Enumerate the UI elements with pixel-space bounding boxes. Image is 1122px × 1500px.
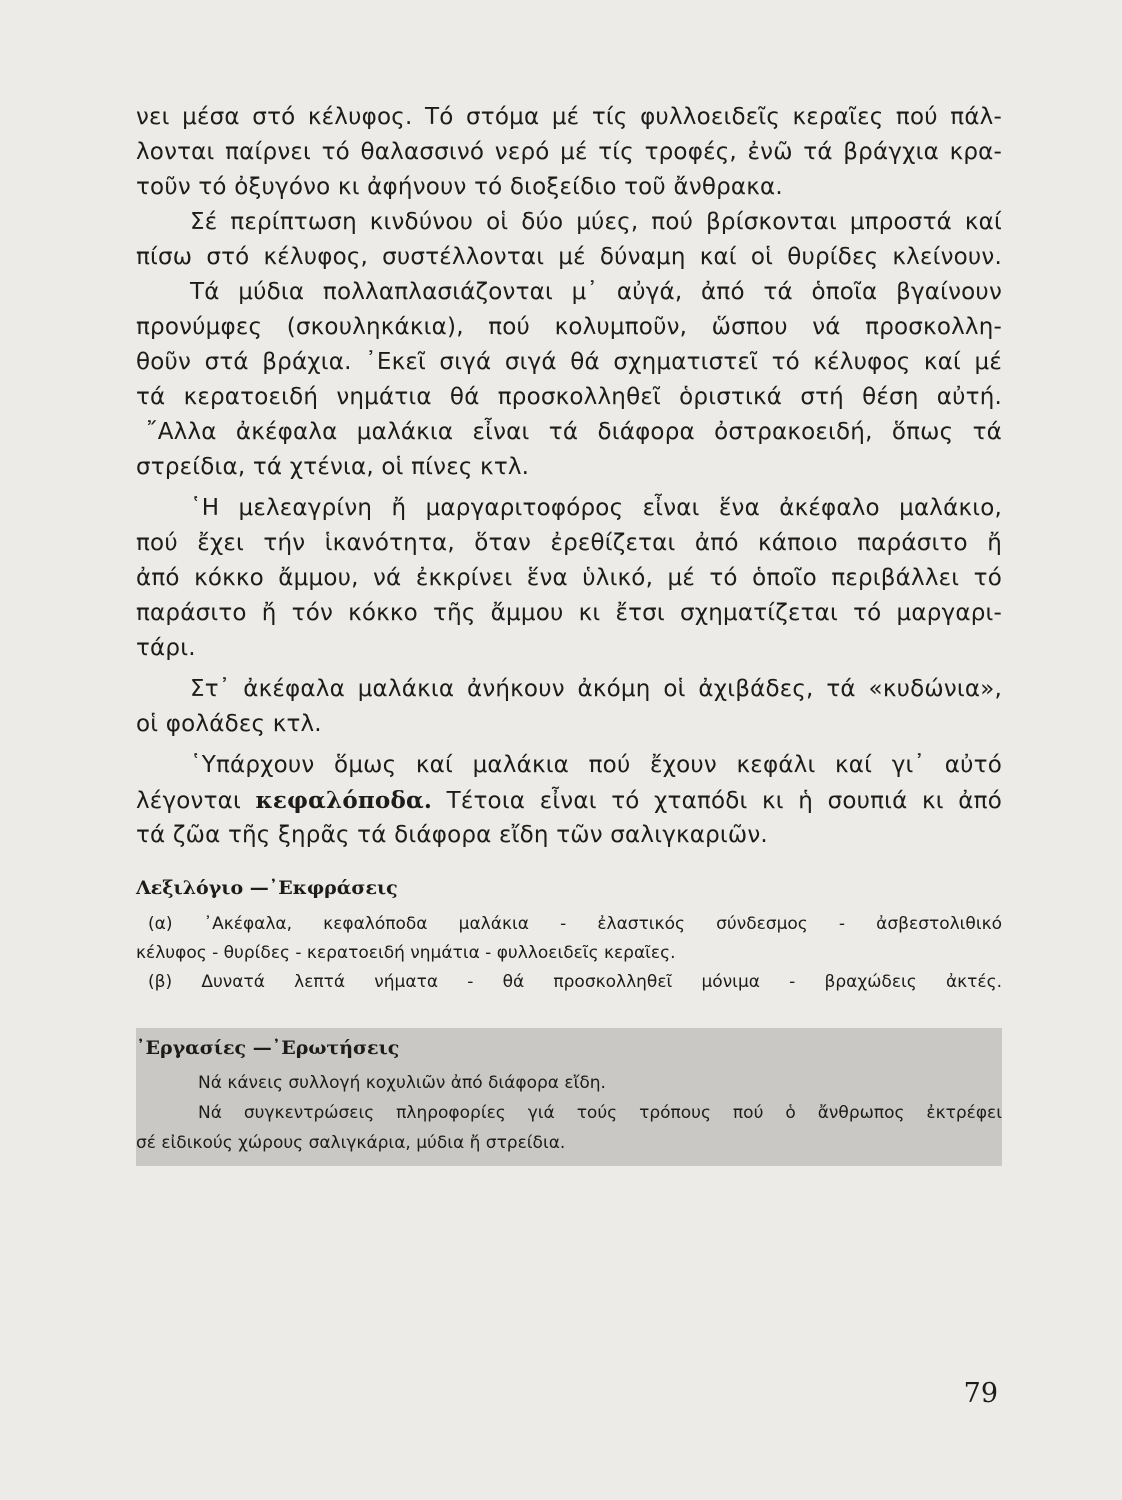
text-line: οἱ φολάδες κτλ.	[136, 711, 322, 737]
text-line: πίσω στό κέλυφος, συστέλλονται μέ δύναμη καί οἱ θυρίδες κλείνουν.	[136, 244, 1002, 270]
vocabulary-heading: Λεξιλόγιο —᾿Εκφράσεις	[136, 877, 398, 899]
text-line: Σέ περίπτωση κινδύνου οἱ δύο μύες, πού βρίσκονται μπροστά καί	[190, 209, 1002, 235]
text-line: ἀπό κόκκο ἄμμου, νά ἐκκρίνει ἕνα ὑλικό, μέ τό ὁποῖο περιβάλλει τό	[136, 565, 1002, 591]
task-item: Νά συγκεντρώσεις πληροφορίες γιά τούς τρόπους πού ὁ ἄνθρωπος ἐκτρέφει	[198, 1103, 1002, 1123]
tasks-heading: ᾿Εργασίες —᾿Ερωτήσεις	[136, 1037, 400, 1059]
text-line: παράσιτο ἤ τόν κόκκο τῆς ἄμμου κι ἔτσι σχηματίζεται τό μαργαρι-	[136, 600, 1002, 626]
text-line: τά ζῶα τῆς ξηρᾶς τά διάφορα εἴδη τῶν σαλιγκαριῶν.	[136, 822, 768, 848]
text-line: Τά μύδια πολλαπλασιάζονται μ᾿ αὐγά, ἀπό τά ὁποῖα βγαίνουν	[190, 279, 1002, 305]
vocabulary-line: (α) ᾿Ακέφαλα, κεφαλόποδα μαλάκια - ἐλαστικός σύνδεσμος - ἀσβεστολιθικό	[148, 914, 1002, 934]
text-line: τάρι.	[136, 635, 196, 661]
vocabulary-line: κέλυφος - θυρίδες - κερατοειδή νημάτια - φυλλοειδεῖς κεραῖες.	[136, 943, 676, 963]
task-item: Νά κάνεις συλλογή κοχυλιῶν ἀπό διάφορα εἴδη.	[198, 1073, 606, 1093]
text-line: πού ἔχει τήν ἱκανότητα, ὅταν ἐρεθίζεται ἀπό κάποιο παράσιτο ἤ	[136, 530, 1002, 556]
vocabulary-section	[136, 874, 1002, 997]
text-fragment: λέγονται	[136, 788, 256, 814]
bold-term: κεφαλόποδα.	[255, 787, 433, 814]
main-text	[136, 100, 1002, 853]
text-line: ῾Υπάρχουν ὅμως καί μαλάκια πού ἔχουν κεφάλι καί γι᾿ αὐτό	[190, 752, 1002, 778]
text-line: ῎Αλλα ἀκέφαλα μαλάκια εἶναι τά διάφορα ὀστρακοειδή, ὅπως τά	[146, 419, 1002, 445]
text-line: θοῦν στά βράχια. ᾿Εκεῖ σιγά σιγά θά σχηματιστεῖ τό κέλυφος καί μέ	[136, 349, 1002, 375]
text-line: Στ᾿ ἀκέφαλα μαλάκια ἀνήκουν ἀκόμη οἱ ἀχιβάδες, τά «κυδώνια»,	[190, 676, 1002, 702]
text-line-cephalopods	[136, 783, 1002, 818]
text-line: τά κερατοειδή νημάτια θά προσκολληθεῖ ὁριστικά στή θέση αὐτή.	[136, 384, 1002, 410]
text-line: λονται παίρνει τό θαλασσινό νερό μέ τίς τροφές, ἐνῶ τά βράγχια κρα-	[136, 139, 1002, 165]
text-line: στρείδια, τά χτένια, οἱ πίνες κτλ.	[136, 454, 530, 480]
task-item-continuation: σέ εἰδικούς χώρους σαλιγκάρια, μύδια ἤ στρείδια.	[136, 1133, 566, 1153]
text-fragment: Τέτοια εἶναι τό χταπόδι κι ἡ σουπιά κι ἀπό	[432, 788, 1002, 814]
page-number: 79	[963, 1378, 998, 1409]
tasks-section	[136, 1028, 1002, 1166]
vocabulary-line: (β) Δυνατά λεπτά νήματα - θά προσκολληθεῖ μόνιμα - βραχώδεις ἀκτές.	[148, 972, 1002, 992]
text-line: νει μέσα στό κέλυφος. Τό στόμα μέ τίς φυλλοειδεῖς κεραῖες πού πάλ-	[136, 104, 1002, 130]
text-line: τοῦν τό ὀξυγόνο κι ἀφήνουν τό διοξείδιο τοῦ ἄνθρακα.	[136, 174, 783, 200]
text-line: ῾Η μελεαγρίνη ἤ μαργαριτοφόρος εἶναι ἕνα ἀκέφαλο μαλάκιο,	[190, 495, 1002, 521]
text-line: προνύμφες (σκουληκάκια), πού κολυμποῦν, ὥσπου νά προσκολλη-	[136, 314, 1002, 340]
